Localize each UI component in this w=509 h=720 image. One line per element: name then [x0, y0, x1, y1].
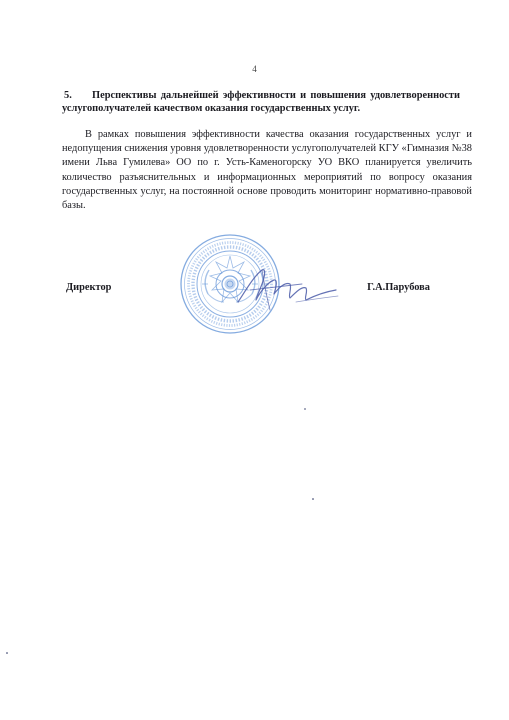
scan-speck	[6, 652, 8, 654]
section-title: Перспективы дальнейшей эффективности и повышения удовлетворенности услугополучателей качеством оказания государственных услуг.	[62, 90, 460, 114]
section-number: 5.	[64, 90, 72, 101]
signer-name: Г.А.Парубова	[367, 282, 430, 293]
scan-speck	[304, 408, 306, 410]
section-heading	[62, 89, 460, 115]
signer-title: Директор	[66, 282, 112, 293]
handwritten-signature	[232, 262, 342, 316]
body-paragraph: В рамках повышения эффективности качества оказания государственных услуг и недопущения снижения уровня удовлетворенности услугополучателей КГУ «Гимназия №38 имени Льва Гумилева» ОО по г. Усть-Каменогорску УО ВКО планируется увеличить количество разъяснительных и информационных мероприятий по вопросу оказания государственных услуг, на постоянной основе проводить мониторинг нормативно-правовой базы.	[62, 129, 472, 212]
page-number: 4	[252, 64, 257, 74]
scan-speck	[312, 498, 314, 500]
